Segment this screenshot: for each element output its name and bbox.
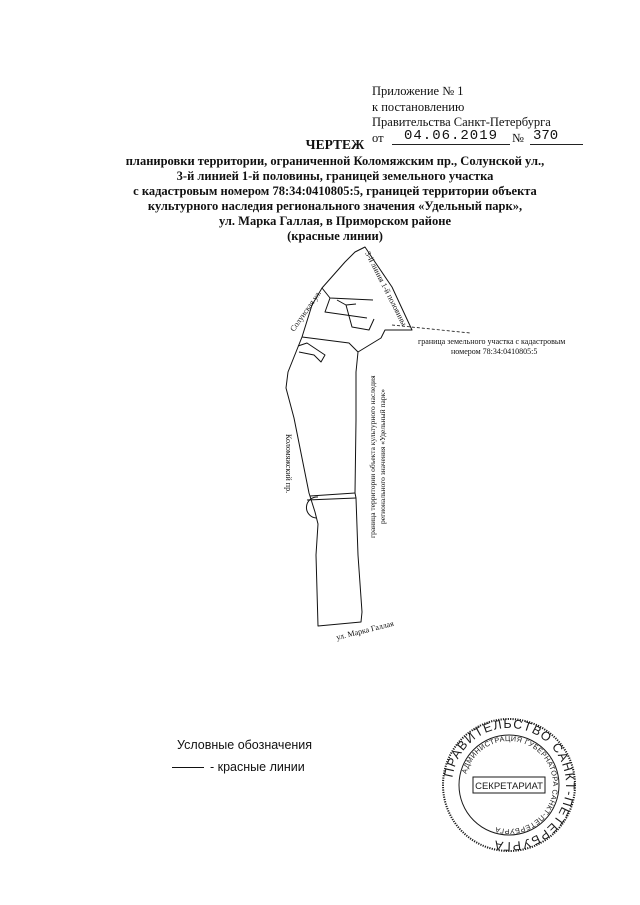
title-line: (красные линии) [287, 229, 383, 243]
title-line: с кадастровым номером 78:34:0410805:5, границей территории объекта [133, 184, 537, 198]
seal-center-text: СЕКРЕТАРИАТ [475, 781, 543, 792]
label-3rd-line: 3-й линия 1-й половины [363, 249, 409, 328]
title-line: планировки территории, ограниченной Коломяжским пр., Солунской ул., [125, 154, 545, 168]
label-gallaya: ул. Марка Галлая [335, 618, 395, 642]
date-prefix: от [372, 130, 384, 145]
label-cadastral-2: номером 78:34:0410805:5 [451, 347, 538, 356]
label-cadastral-1: граница земельного участка с кадастровым [418, 337, 566, 346]
label-park-2: регионального значения «Удельный парк» [378, 389, 387, 524]
seal-inner-text: АДМИНИСТРАЦИЯ ГУБЕРНАТОРА САНКТ-ПЕТЕРБУРГА [459, 733, 561, 837]
legend-title: Условные обозначения [177, 738, 313, 752]
title-line: ул. Марка Галлая, в Приморском районе [218, 214, 452, 228]
annex-line-1: Приложение № 1 [372, 84, 464, 98]
cadastral-leader-line [392, 325, 470, 333]
legend-red-lines-label: - красные линии [210, 760, 305, 774]
document-number: 370 [530, 129, 583, 146]
annex-line-2: к постановлению [372, 99, 465, 114]
document-date: 04.06.2019 [392, 129, 510, 146]
label-kolomyazhsky: Коломяжский пр. [284, 434, 293, 494]
title-line: 3-й линией 1-й половины, границей земельного участка [176, 169, 494, 183]
number-prefix: № [512, 130, 524, 145]
official-seal [440, 716, 578, 854]
seal-outer-text: ПРАВИТЕЛЬСТВО САНКТ-ПЕТЕРБУРГА [441, 716, 578, 854]
red-line-symbol [172, 767, 204, 768]
title-heading: ЧЕРТЕЖ [305, 137, 365, 152]
label-solunskaya: Солунская ул. [288, 288, 323, 334]
legend-item-red-lines [172, 760, 305, 774]
label-park-1: граница территории объекта культурного наследия [368, 375, 377, 538]
title-line: культурного наследия регионального значения «Удельный парк», [147, 199, 523, 213]
annex-line-3: Правительства Санкт-Петербурга [372, 115, 551, 129]
